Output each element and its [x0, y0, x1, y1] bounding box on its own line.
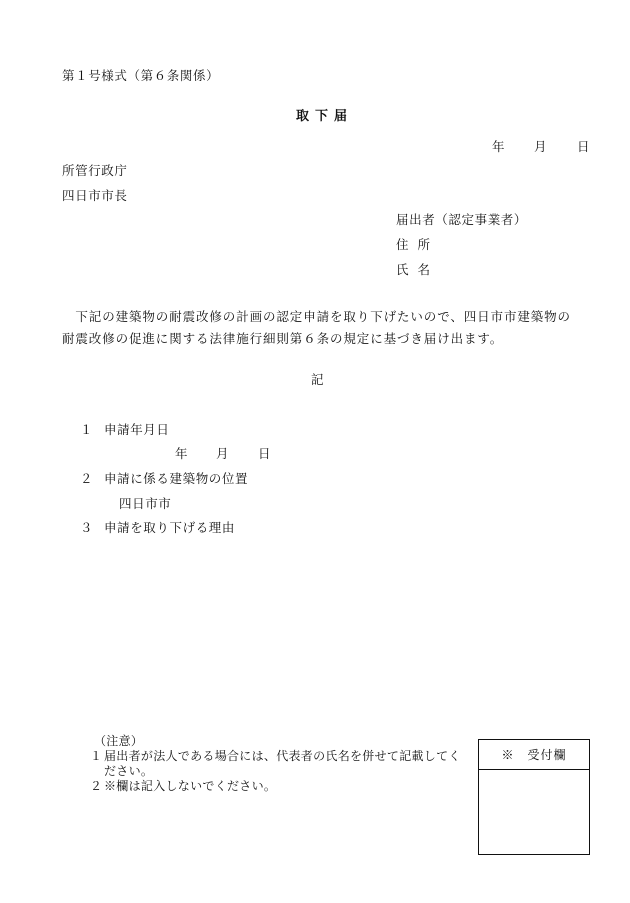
item-1-year-label: 年	[175, 446, 189, 461]
applicant-address-label: 住所	[396, 237, 440, 252]
item-1-month-label: 月	[216, 446, 230, 461]
item-3-number: ３	[80, 520, 94, 535]
date-day-label: 日	[577, 139, 591, 154]
addressee-office: 所管行政庁	[62, 163, 128, 178]
note-2-text: ※欄は記入しないでください。	[104, 779, 277, 793]
date-month-label: 月	[534, 139, 548, 154]
body-line-2: 耐震改修の促進に関する法律施行細則第６条の規定に基づき届け出ます。	[62, 331, 504, 346]
item-3-label: 申請を取り下げる理由	[104, 520, 236, 535]
form-number: 第１号様式（第６条関係）	[62, 68, 220, 83]
item-1-label: 申請年月日	[104, 422, 170, 437]
notes-heading: （注意）	[94, 734, 144, 748]
item-2-number: ２	[80, 471, 94, 486]
date-year-label: 年	[492, 139, 506, 154]
note-1-line-1: 届出者が法人である場合には、代表者の氏名を併せて記載してく	[104, 749, 461, 763]
document-title: 取下届	[296, 109, 354, 124]
body-line-1: 下記の建築物の耐震改修の計画の認定申請を取り下げたいので、四日市市建築物の	[62, 309, 571, 324]
addressee-mayor: 四日市市長	[62, 188, 128, 203]
item-1-number: １	[80, 422, 94, 437]
reception-box-label: ※ 受付欄	[479, 740, 589, 770]
item-2-location: 四日市市	[119, 496, 172, 511]
note-2-number: ２	[90, 779, 103, 793]
item-1-day-label: 日	[258, 446, 272, 461]
reception-box-body	[479, 770, 589, 854]
note-1-line-2: ださい。	[104, 764, 154, 778]
item-2-label: 申請に係る建築物の位置	[104, 471, 249, 486]
applicant-heading: 届出者（認定事業者）	[396, 212, 528, 227]
applicant-name-label: 氏名	[396, 262, 440, 277]
ki-heading: 記	[311, 372, 325, 387]
note-1-number: １	[90, 749, 103, 763]
reception-box	[478, 739, 590, 855]
